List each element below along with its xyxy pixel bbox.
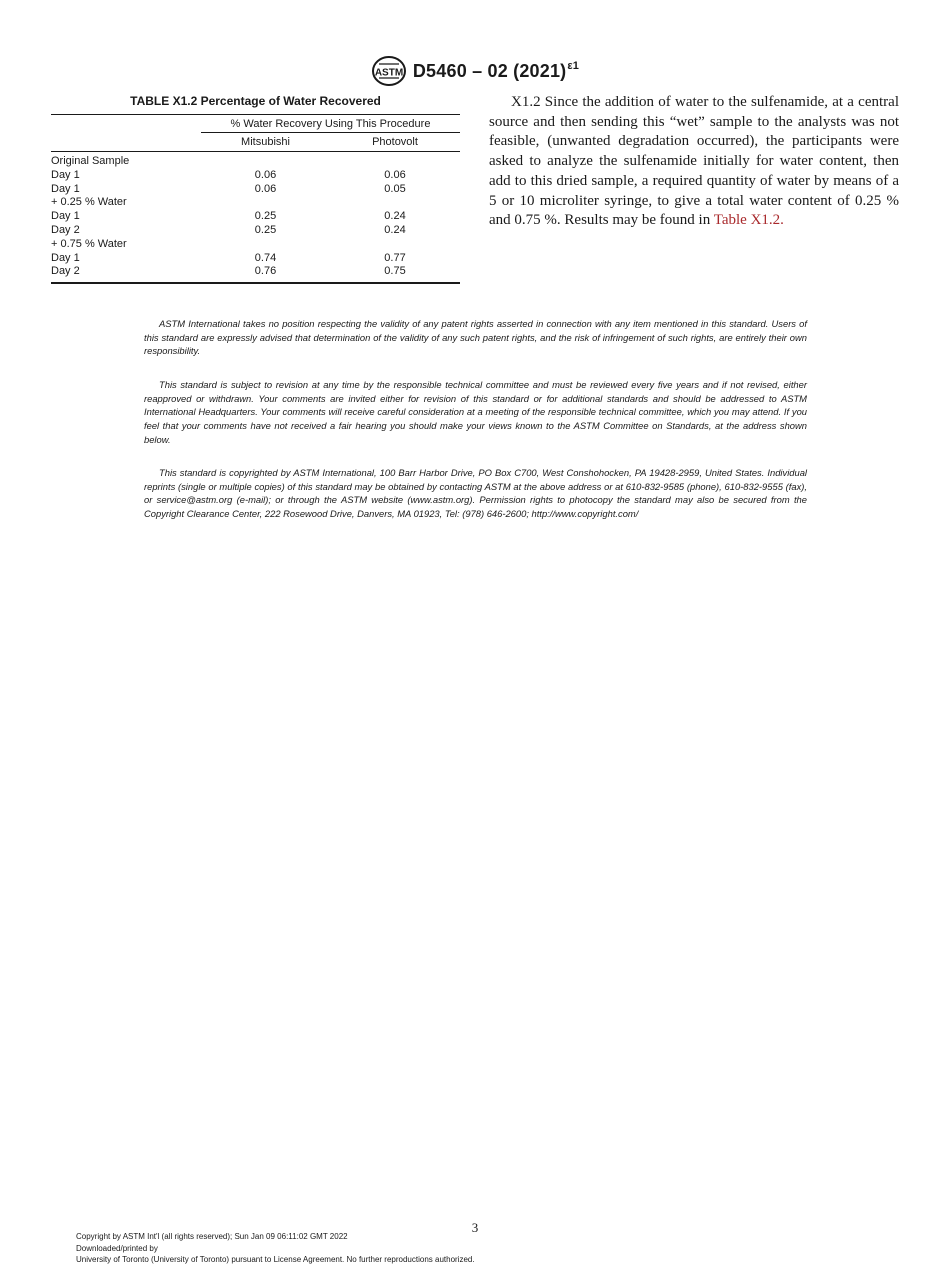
- table-row: Day 1 0.06 0.06: [51, 168, 406, 181]
- table-row: Original Sample: [51, 155, 130, 167]
- footer-license-line: University of Toronto (University of Toronto) pursuant to License Agreement. No further reproductions authorized.: [76, 1255, 475, 1264]
- patent-notice: ASTM International takes no position respecting the validity of any patent rights asserted in connection with any item mentioned in this standard. Users of this standard are expressly advised that determination of the validity of any such patent rights, and the risk of infringement of such rights, are entirely their own responsibility.: [144, 318, 807, 357]
- table-caption: TABLE X1.2 Percentage of Water Recovered: [130, 94, 381, 108]
- group-header: % Water Recovery Using This Procedure: [201, 115, 460, 133]
- table-row: Day 2 0.76 0.75: [51, 265, 460, 283]
- revision-notice: This standard is subject to revision at any time by the responsible technical committee and must be reviewed every five years and if not revised, either reapproved or withdrawn. Your comments are invited either for revision of this standard or for additional standards and should be addressed to ASTM International Headquarters. Your comments will receive careful consideration at a meeting of the responsible technical committee, which you may attend. If you feel that your comments have not received a fair hearing you should make your views known to the ASTM Committee on Standards, at the address shown below.: [144, 379, 807, 445]
- table-reference-link[interactable]: Table X1.2: [713, 212, 781, 229]
- table-row: Day 1 0.25 0.24: [51, 210, 406, 223]
- page-number: 3: [471, 1220, 479, 1235]
- footer-downloaded-line: Downloaded/printed by: [76, 1243, 158, 1253]
- download-footer: [76, 1231, 475, 1266]
- copyright-notice: This standard is copyrighted by ASTM International, 100 Barr Harbor Drive, PO Box C700, West Conshohocken, PA 19428-2959, United States. Individual reprints (single or multiple copies) of this standard may be obtained by contacting ASTM at the above address or at 610-832-9585 (phone), 610-832-9555 (fax), or service@astm.org (e-mail); or through the ASTM website (www.astm.org). Permission rights to photocopy the standard may also be secured from the Copyright Clearance Center, 222 Rosewood Drive, Danvers, MA 01923, Tel: (978) 646-2600; http://www.copyright.com/: [144, 467, 807, 520]
- page-header: [0, 55, 950, 87]
- paragraph-x1-2: X1.2 Since the addition of water to the sulfenamide, at a central source and then sending this “wet” sample to the analysts was not feasible, (unwanted degradation occurred), the participants were asked to analyze the sulfenamide initially for water content, then add to this dried sample, a required quantity of water by means of a 5 or 10 microliter syringe, to give a total water content of 0.25 % and 0.75 %. Results may be found in Table X1.2.: [489, 94, 899, 229]
- column-header-photovolt: Photovolt: [330, 133, 460, 152]
- epsilon-superscript: ε1: [567, 60, 580, 72]
- logo-text: ASTM: [374, 67, 404, 79]
- column-header-mitsubishi: Mitsubishi: [201, 133, 330, 152]
- document-designation: D5460 – 02 $(2021)^{\varepsilon 1}$: [412, 60, 580, 81]
- water-recovery-table: [51, 94, 460, 284]
- table-row: Day 1 0.06 0.05: [51, 182, 406, 195]
- astm-logo-icon: [371, 55, 407, 87]
- data-table: [51, 114, 460, 284]
- table-row: Day 1 0.74 0.77: [51, 251, 406, 264]
- table-row: + 0.75 % Water: [51, 237, 127, 250]
- table-row: + 0.25 % Water: [51, 196, 127, 209]
- table-row: Day 2 0.25 0.24: [51, 223, 406, 236]
- footer-copyright-line: Copyright by ASTM Int'l (all rights reserved); Sun Jan 09 06:11:02 GMT 2022: [76, 1232, 348, 1241]
